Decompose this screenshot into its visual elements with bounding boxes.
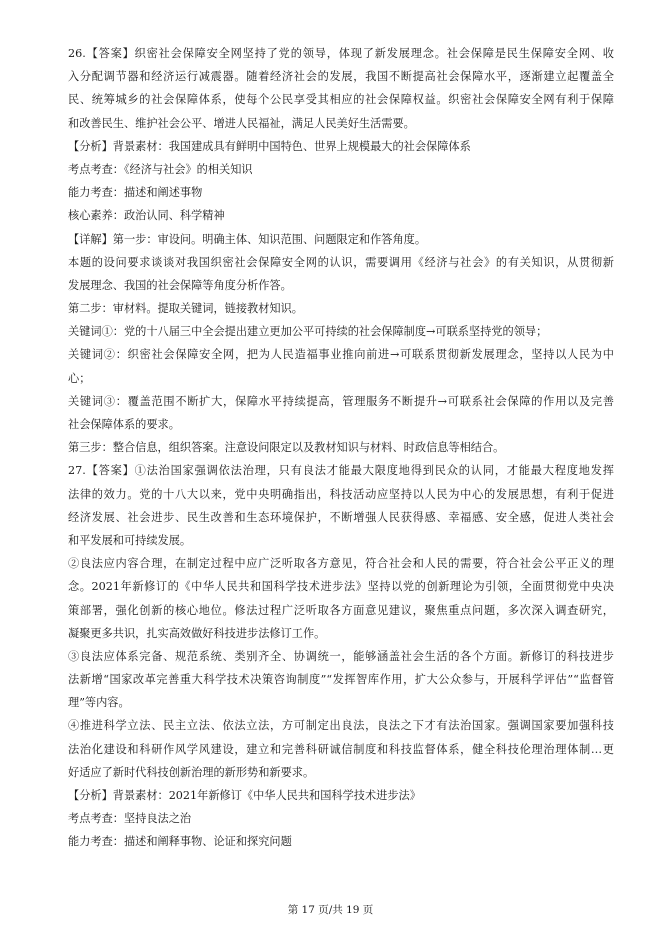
- text-line: 关键词③：覆盖范围不断扩大，保障水平持续提高，管理服务不断提升→可联系社会保障的作用以及完善: [68, 394, 614, 408]
- text-line: 凝聚更多共识，扎实高效做好科技进步法修订工作。: [68, 626, 326, 640]
- text-line: 【详解】第一步：审设问。明确主体、知识范围、问题限定和作答角度。: [68, 232, 427, 246]
- text-line: 法新增“国家改革完善重大科学技术决策咨询制度”“发挥智库作用，扩大公众参与，开展科学评估”“监督管: [68, 673, 614, 687]
- text-line: 关键词②：织密社会保障安全网，把为人民造福事业推向前进→可联系贯彻新发展理念，坚持以人民为中: [68, 348, 614, 362]
- text-line: 法治化建设和科研作风学风建设，建立和完善科研诚信制度和科技监督体系，健全科技伦理治理体制…更: [68, 742, 614, 756]
- text-line: 好适应了新时代科技创新治理的新形势和新要求。: [68, 765, 315, 779]
- text-line: 法律的效力。党的十八大以来，党中央明确指出，科技活动应坚持以人民为中心的发展思想，有利于促进: [68, 487, 614, 501]
- text-line: 理”等内容。: [68, 696, 130, 710]
- text-line: 能力考查：描述和阐释事物、论证和探究问题: [68, 835, 292, 849]
- text-line: 入分配调节器和经济运行减震器。随着经济社会的发展，我国不断提高社会保障水平，逐渐建立起覆盖全: [68, 70, 614, 84]
- text-line: 第三步：整合信息，组织答案。注意设问限定以及教材知识与材料、时政信息等相结合。: [68, 441, 505, 455]
- text-line: 和平发展和可持续发展。: [68, 533, 192, 547]
- text-line: ④推进科学立法、民主立法、依法立法，方可制定出良法，良法之下才有法治国家。强调国家要加强科技: [68, 719, 614, 733]
- text-line: ②良法应内容合理，在制定过程中应广泛听取各方意见，符合社会和人民的需要，符合社会公平正义的理: [68, 557, 614, 571]
- text-line: 【分析】背景素材：我国建成具有鲜明中国特色、世界上规模最大的社会保障体系: [68, 139, 471, 153]
- document-body: [68, 42, 614, 854]
- text-line: 能力考查：描述和阐述事物: [68, 186, 203, 200]
- text-line: 念。2021年新修订的《中华人民共和国科学技术进步法》坚持以党的创新理论为引领，全面贯彻党中央决: [68, 580, 614, 594]
- text-line: 关键词①：党的十八届三中全会提出建立更加公平可持续的社会保障制度→可联系坚持党的领导；: [68, 325, 548, 339]
- text-line: 考点考查：《经济与社会》的相关知识: [68, 162, 253, 176]
- text-line: 策部署，强化创新的核心地位。修法过程广泛听取各方面意见建议，聚焦重点问题，多次深入调查研究，: [68, 603, 614, 617]
- text-line: 第二步：审材料。提取关键词，链接教材知识。: [68, 302, 303, 316]
- text-line: 经济发展、社会进步、民生改善和生态环境保护，不断增强人民获得感、幸福感、安全感，促进人类社会: [68, 510, 614, 524]
- text-line: 核心素养：政治认同、科学精神: [68, 209, 225, 223]
- text-line: 考点考查：坚持良法之治: [68, 812, 192, 826]
- text-line: 27.【答案】①法治国家强调依法治理，只有良法才能最大限度地得到民众的认同，才能最大程度地发挥: [68, 464, 614, 478]
- text-line: 发展理念、我国的社会保障等角度分析作答。: [68, 278, 292, 292]
- text-line: 心；: [68, 371, 91, 385]
- text-line: 本题的设问要求谈谈对我国织密社会保障安全网的认识，需要调用《经济与社会》的有关知识，从贯彻新: [68, 255, 614, 269]
- text-line: 民、统筹城乡的社会保障体系，使每个公民享受其相应的社会保障权益。织密社会保障安全网有利于保障: [68, 93, 614, 107]
- text-line: ③良法应体系完备、规范系统、类别齐全、协调统一，能够涵盖社会生活的各个方面。新修订的科技进步: [68, 649, 614, 663]
- page-number-footer: 第 17 页/共 19 页: [287, 904, 374, 916]
- text-line: 【分析】背景素材：2021年新修订《中华人民共和国科学技术进步法》: [68, 789, 421, 802]
- text-line: 社会保障体系的要求。: [68, 418, 180, 431]
- text-line: 26.【答案】织密社会保障安全网坚持了党的领导，体现了新发展理念。社会保障是民生保障安全网、收: [68, 47, 614, 60]
- text-line: 和改善民生、维护社会公平、增进人民福祉，满足人民美好生活需要。: [68, 116, 415, 130]
